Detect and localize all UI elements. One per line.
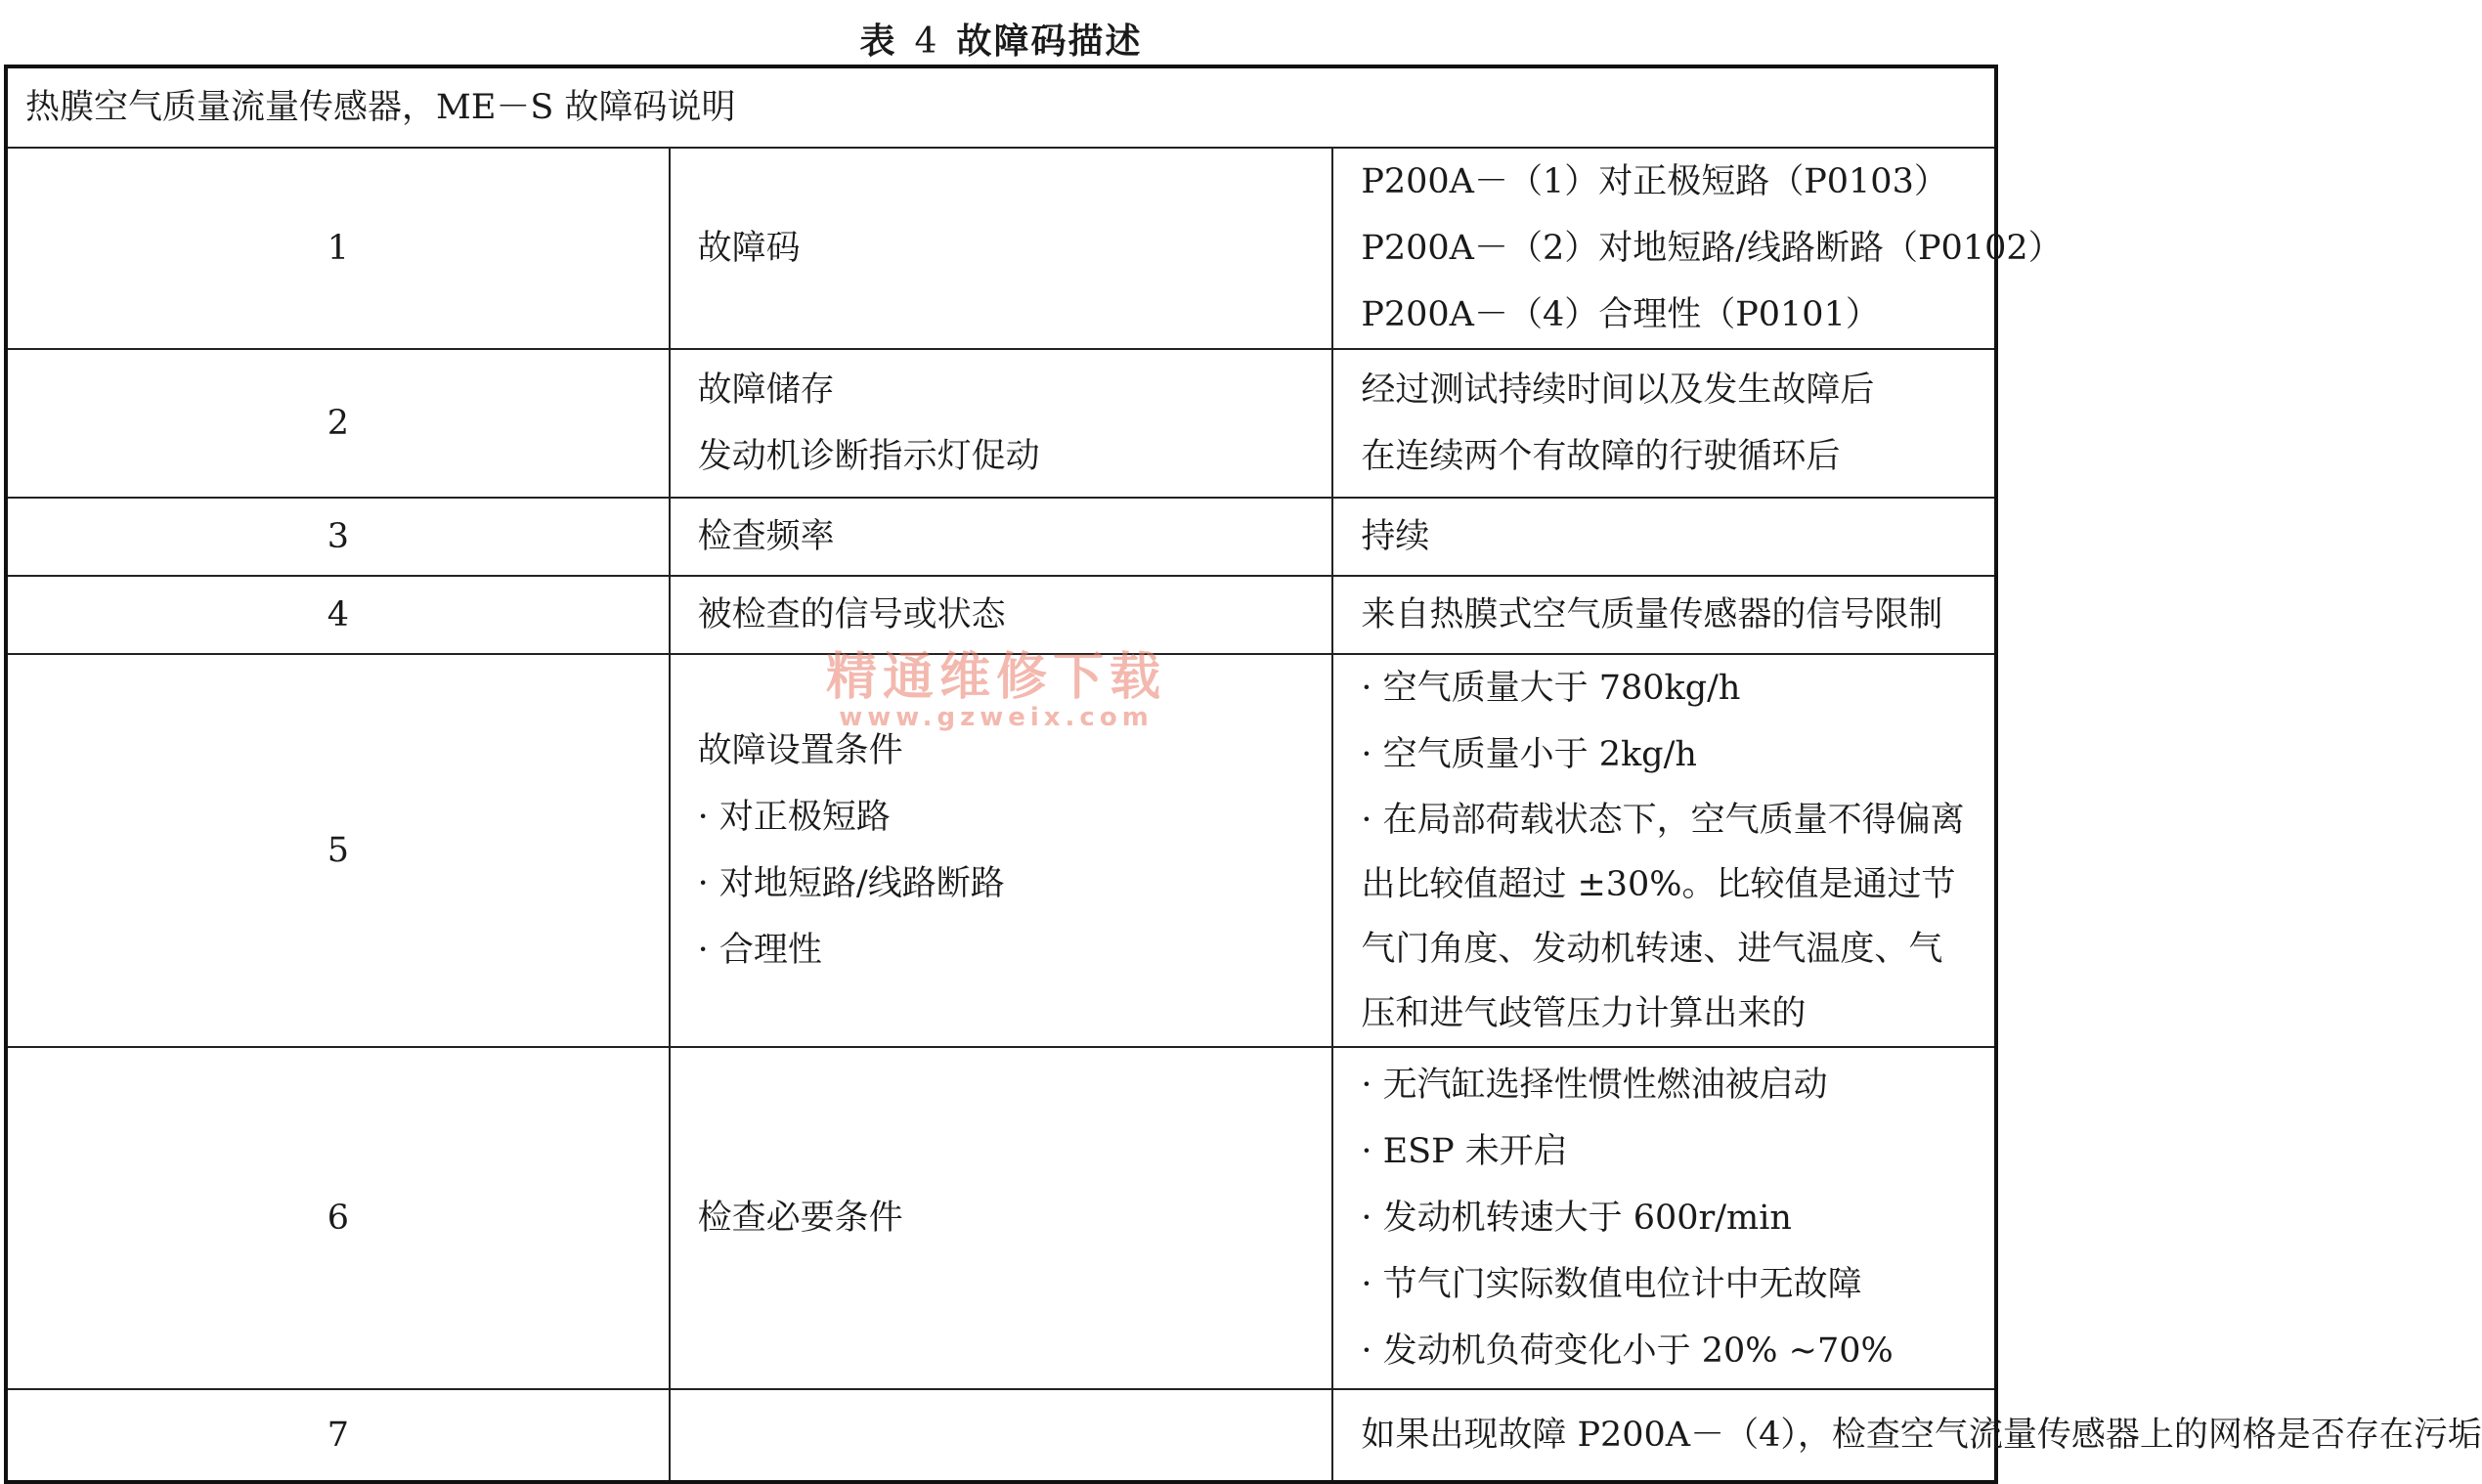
- item-line: 发动机诊断指示灯促动: [697, 437, 1040, 476]
- desc-line: · 空气质量小于 2kg/h: [1361, 721, 1994, 788]
- desc-line: · 发动机转速大于 600r/min: [1361, 1185, 1994, 1251]
- row-description: [1332, 576, 1996, 654]
- table-row: [6, 654, 1996, 1047]
- desc-line: 如果出现故障 P200A－（4），检查空气流量传感器上的网格是否存在污垢: [1361, 1416, 2482, 1455]
- fault-code-table: [4, 65, 2482, 1484]
- row-number: 4: [6, 576, 670, 654]
- title-number: 4: [914, 22, 939, 62]
- row-item: [670, 576, 1333, 654]
- desc-line: P200A－（2）对地短路/线路断路（P0102）: [1361, 229, 2063, 268]
- table-header-row: [6, 66, 1996, 148]
- row-item: [670, 349, 1333, 498]
- desc-line: 经过测试持续时间以及发生故障后: [1361, 371, 1875, 410]
- desc-line: · 无汽缸选择性惯性燃油被启动: [1361, 1052, 1994, 1118]
- row-item: [670, 1389, 1333, 1482]
- desc-line: 持续: [1361, 517, 1430, 556]
- row-number: 3: [6, 498, 670, 576]
- row-item: [670, 1047, 1333, 1389]
- row-number: 6: [6, 1047, 670, 1389]
- item-line: 检查频率: [697, 517, 835, 556]
- item-line: 故障码: [697, 229, 801, 268]
- row-number: 5: [6, 654, 670, 1047]
- item-line: 检查必要条件: [697, 1199, 903, 1238]
- item-line: 故障储存: [697, 371, 835, 410]
- row-item: [670, 654, 1333, 1047]
- table-row: [6, 349, 1996, 498]
- desc-line: P200A－（4）合理性（P0101）: [1361, 295, 1880, 334]
- watermark-text: 精通维修下载: [826, 648, 1167, 707]
- item-line: · 对正极短路: [698, 784, 1332, 851]
- desc-line: · 节气门实际数值电位计中无故障: [1361, 1251, 1994, 1318]
- table-row: [6, 576, 1996, 654]
- row-number: 1: [6, 148, 670, 349]
- desc-line: 在连续两个有故障的行驶循环后: [1361, 437, 1841, 476]
- desc-line: · ESP 未开启: [1361, 1118, 1994, 1185]
- desc-line: · 发动机负荷变化小于 20% ~70%: [1361, 1318, 1994, 1384]
- title-prefix: 表: [859, 22, 897, 62]
- table-header: 热膜空气质量流量传感器，ME－S 故障码说明: [6, 66, 1996, 148]
- row-description: [1332, 1047, 1996, 1389]
- row-number: 2: [6, 349, 670, 498]
- desc-line: · 空气质量大于 780kg/h: [1361, 655, 1994, 721]
- table-row: [6, 1047, 1996, 1389]
- row-description: [1332, 1389, 2482, 1482]
- table-title: [0, 14, 2002, 64]
- row-description: [1332, 498, 1996, 576]
- desc-line: 来自热膜式空气质量传感器的信号限制: [1361, 595, 1943, 634]
- watermark-url: www.gzweix.com: [839, 703, 1154, 732]
- row-description: [1332, 148, 2063, 349]
- table-row: [6, 148, 1996, 349]
- item-line: 故障设置条件: [697, 731, 903, 770]
- item-line: · 对地短路/线路断路: [698, 851, 1332, 917]
- item-line: 被检查的信号或状态: [697, 595, 1006, 634]
- row-item: [670, 148, 1333, 349]
- desc-line: P200A－（1）对正极短路（P0103）: [1361, 162, 1948, 201]
- desc-line: · 在局部荷载状态下，空气质量不得偏离出比较值超过 ±30%。比较值是通过节气门角度、发动机转速、进气温度、气压和进气歧管压力计算出来的: [1361, 788, 1994, 1046]
- row-description: [1332, 654, 1996, 1047]
- item-line: · 合理性: [698, 917, 1332, 983]
- table-row: [6, 498, 1996, 576]
- row-item: [670, 498, 1333, 576]
- table-row: [6, 1389, 1996, 1482]
- row-description: [1332, 349, 1996, 498]
- row-number: 7: [6, 1389, 670, 1482]
- title-text: 故障码描述: [956, 22, 1143, 62]
